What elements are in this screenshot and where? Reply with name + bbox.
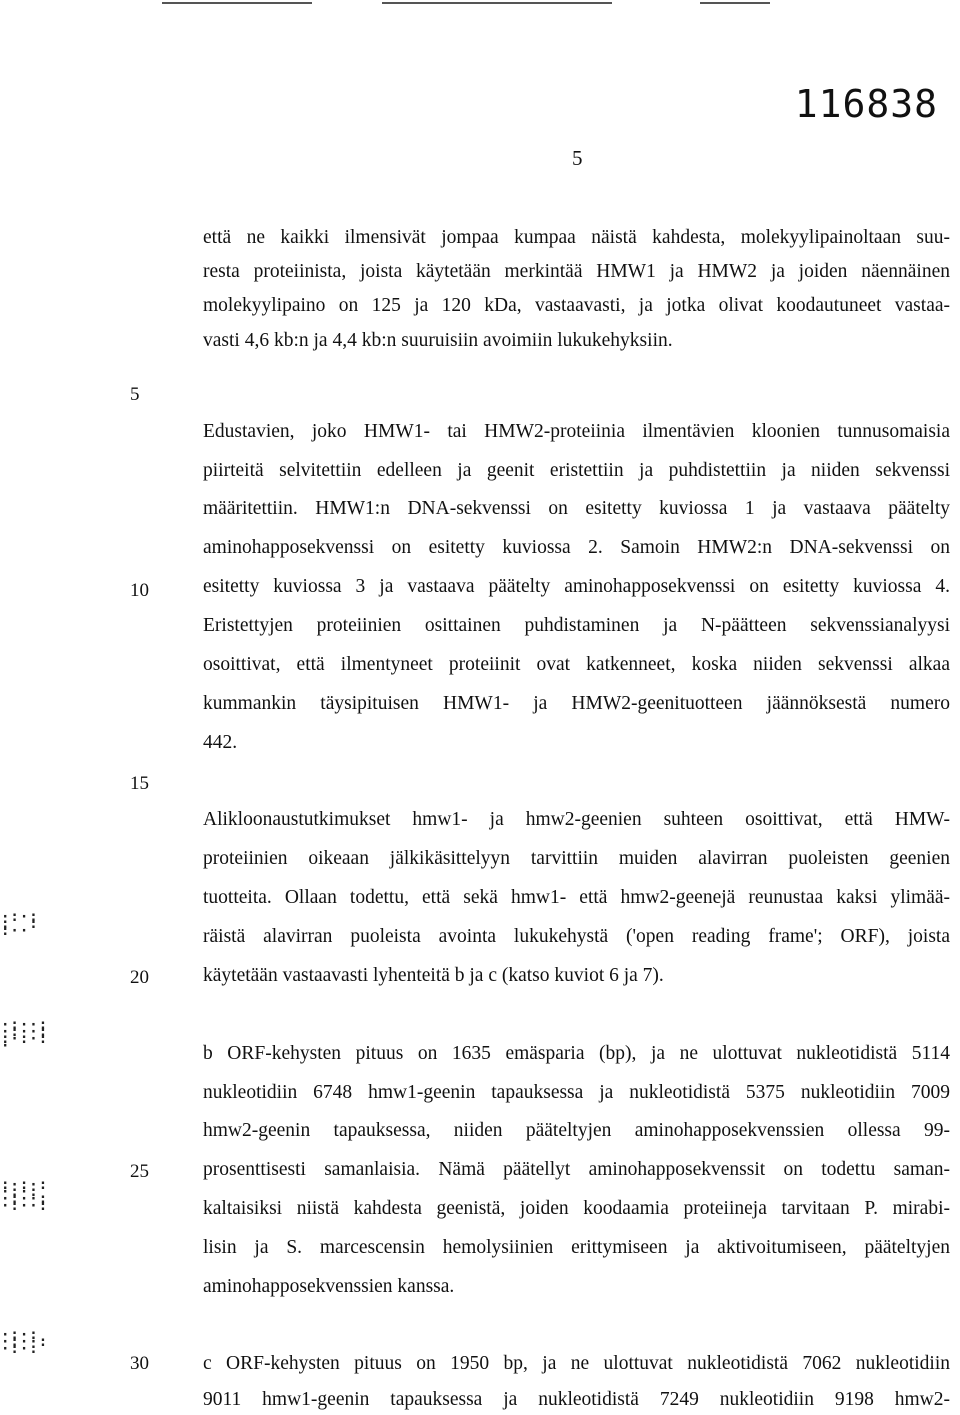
body-line: nukleotidiin 6748 hmw1-geenin tapauksessa ja nukleotidistä 5375 nukleotidiin 7009 bbox=[203, 1082, 950, 1103]
body-line: aminohapposekvenssien kanssa. bbox=[203, 1276, 455, 1297]
body-line: prosenttisesti samanlaisia. Nämä päätellyt aminohapposekvenssit on todettu saman- bbox=[203, 1159, 950, 1180]
line-number-30: 30 bbox=[130, 1353, 149, 1374]
body-line: kaltaisiksi niistä kahdesta geenistä, joiden koodaamia proteiineja tarvitaan P. mirabi- bbox=[203, 1198, 950, 1219]
body-line: lisin ja S. marcescensin hemolysiinien erittymiseen ja aktivoitumiseen, pääteltyjen bbox=[203, 1237, 950, 1258]
page-number: 5 bbox=[572, 146, 583, 170]
body-line: proteiinien oikeaan jälkikäsittelyyn tarvittiin muiden alavirran puoleisten geenien bbox=[203, 848, 950, 869]
line-number-25: 25 bbox=[130, 1161, 149, 1182]
patent-number: 116838 bbox=[794, 82, 938, 126]
body-line: osoittivat, että ilmentyneet proteiinit ovat katkenneet, koska niiden sekvenssi alkaa bbox=[203, 654, 950, 675]
body-line: tuotteita. Ollaan todettu, että sekä hmw1- että hmw2-geenejä reunustaa kaksi ylimää- bbox=[203, 887, 950, 908]
body-line: kummankin täysipituisen HMW1- ja HMW2-geenituotteen jäännöksestä numero bbox=[203, 693, 950, 714]
body-line: että ne kaikki ilmensivät jompaa kumpaa näistä kahdesta, molekyylipainoltaan suu- bbox=[203, 227, 950, 248]
body-line: 442. bbox=[203, 732, 238, 753]
body-line: Eristettyjen proteiinien osittainen puhdistaminen ja N-päätteen sekvenssianalyysi bbox=[203, 615, 950, 636]
body-line: Alikloonaustutkimukset hmw1- ja hmw2-geenien suhteen osoittivat, että HMW- bbox=[203, 809, 950, 830]
body-line: vasti 4,6 kb:n ja 4,4 kb:n suuruisiin avoimiin lukukehyksiin. bbox=[203, 330, 673, 351]
body-line: piirteitä selvitettiin edelleen ja geenit eristettiin ja puhdistettiin ja niiden sekvenssi bbox=[203, 460, 950, 481]
margin-dots-2: ·:··: ·:··: :·:·: · bbox=[1, 1017, 49, 1054]
scan-rule-middle bbox=[382, 2, 612, 4]
body-line: käytetään vastaavasti lyhenteitä b ja c (katso kuviot 6 ja 7). bbox=[203, 965, 664, 986]
line-number-15: 15 bbox=[130, 773, 149, 794]
body-line: räistä alavirran puoleista avointa lukukehystä ('open reading frame'; ORF), joista bbox=[203, 926, 950, 947]
body-line: hmw2-geenin tapauksessa, niiden pääteltyjen aminohapposekvenssien ollessa 99- bbox=[203, 1120, 950, 1141]
margin-dots-3: :·:·: ·:·: ·:··: ·:··: bbox=[1, 1177, 49, 1214]
body-line: aminohapposekvenssi on esitetty kuviossa 2. Samoin HMW2:n DNA-sekvenssi on bbox=[203, 537, 950, 558]
body-line: b ORF-kehysten pituus on 1635 emäsparia (bp), ja ne ulottuvat nukleotidistä 5114 bbox=[203, 1043, 950, 1064]
scan-rule-right bbox=[700, 2, 770, 4]
line-number-20: 20 bbox=[130, 967, 149, 988]
body-line: c ORF-kehysten pituus on 1950 bp, ja ne ulottuvat nukleotidistä 7062 nukleotidiin bbox=[203, 1353, 950, 1374]
margin-dots-1: ·:·: : : :·· bbox=[1, 909, 39, 939]
line-number-5: 5 bbox=[130, 384, 140, 405]
line-number-10: 10 bbox=[130, 580, 149, 601]
body-line: molekyylipaino on 125 ja 120 kDa, vastaavasti, ja jotka olivat koodautuneet vastaa- bbox=[203, 295, 950, 316]
scan-rule-left bbox=[162, 2, 312, 4]
body-line: 9011 hmw1-geenin tapauksessa ja nukleotidistä 7249 nukleotidiin 9198 hmw2- bbox=[203, 1389, 950, 1410]
body-line: esitetty kuviossa 3 ja vastaava päätelty aminohapposekvenssi on esitetty kuviossa 4. bbox=[203, 576, 950, 597]
margin-dots-4: ·:·: ·:··: ·:·: bbox=[1, 1327, 49, 1357]
body-line: resta proteiinista, joista käytetään merkintää HMW1 ja HMW2 ja joiden näennäinen bbox=[203, 261, 950, 282]
body-line: määritettiin. HMW1:n DNA-sekvenssi on esitetty kuviossa 1 ja vastaava päätelty bbox=[203, 498, 950, 519]
body-line: Edustavien, joko HMW1- tai HMW2-proteiinia ilmentävien kloonien tunnusomaisia bbox=[203, 421, 950, 442]
